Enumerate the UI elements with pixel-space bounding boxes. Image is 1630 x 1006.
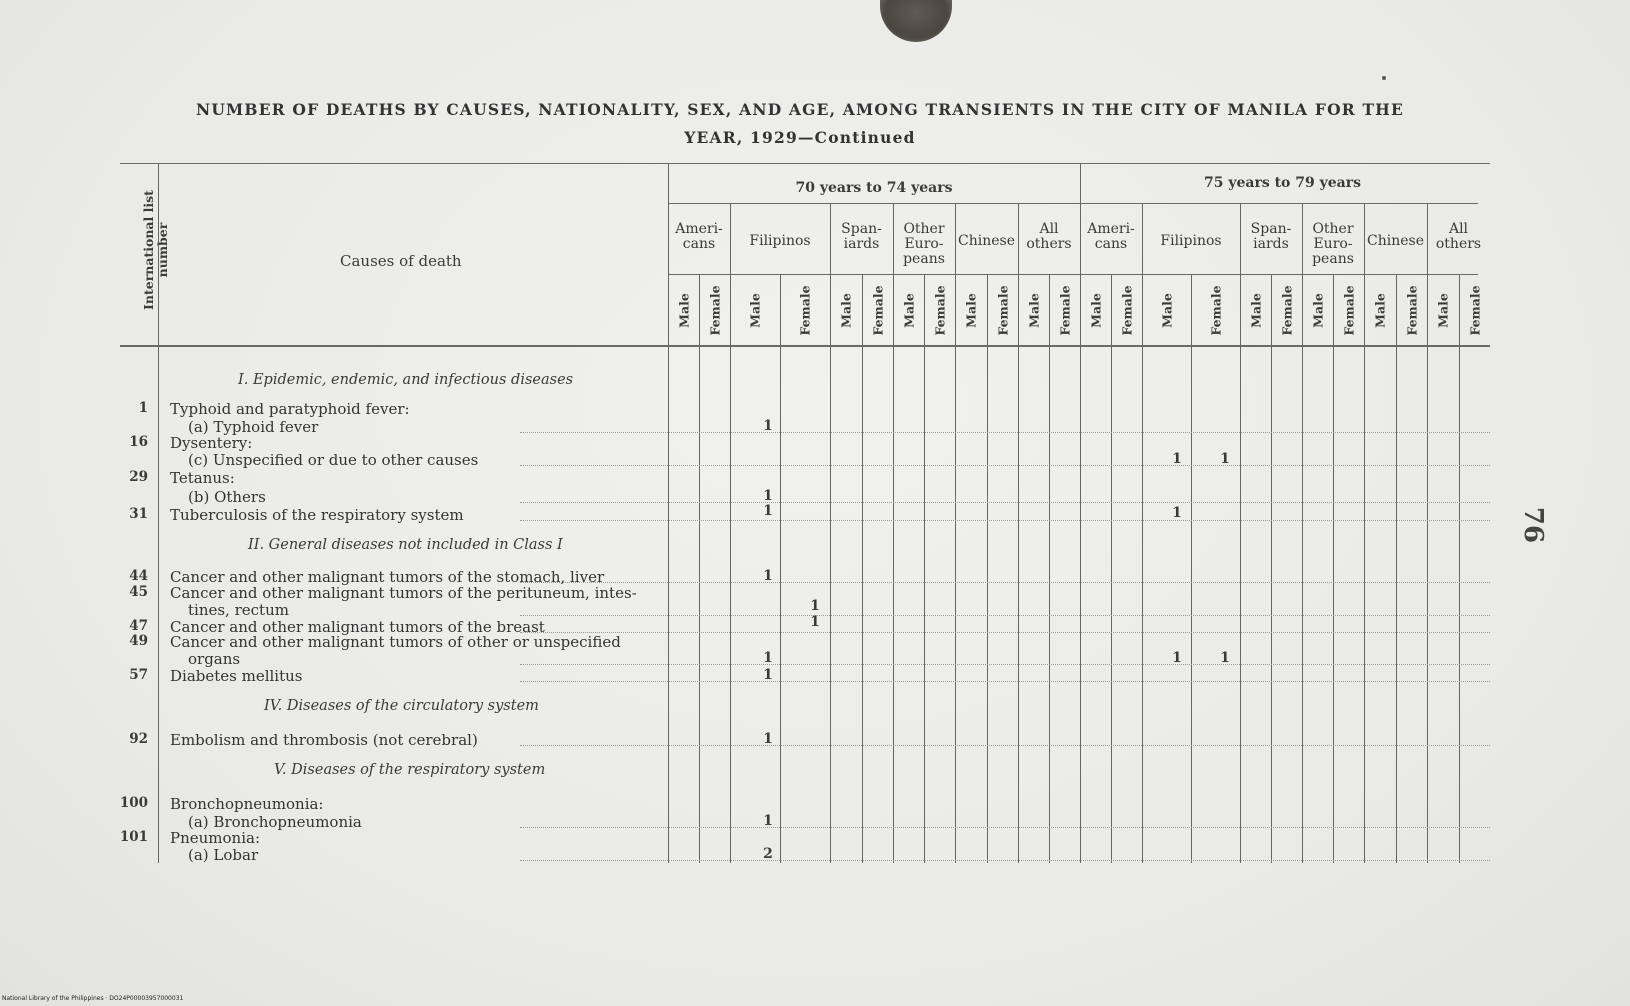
cell-value: 1 <box>763 731 773 747</box>
sex-header-female: Female <box>995 285 1010 336</box>
row-cause-text: Diabetes mellitus <box>170 667 303 685</box>
sex-header-female: Female <box>870 285 885 336</box>
causes-header: Causes of death <box>340 252 462 270</box>
sex-header-female: Female <box>1057 285 1072 336</box>
col-divider <box>1080 203 1081 863</box>
row-cause-text: organs <box>188 650 241 668</box>
intl-number-header: International list number <box>141 190 170 310</box>
col-divider <box>699 274 700 863</box>
sex-header-female: Female <box>932 285 947 336</box>
row-leader-dots <box>520 632 1490 633</box>
col-divider <box>1111 274 1112 863</box>
cell-value: 1 <box>763 813 773 829</box>
cell-value: 1 <box>763 503 773 519</box>
row-leader-dots <box>520 502 1490 503</box>
cell-value: 1 <box>763 488 773 504</box>
row-cause-text: Pneumonia: <box>170 829 260 847</box>
cell-value: 1 <box>1172 451 1182 467</box>
row-leader-dots <box>520 664 1490 665</box>
nationality-header-all-others: All others <box>1435 221 1482 252</box>
row-cause-text: Tetanus: <box>170 469 235 487</box>
nationality-rule <box>668 274 1478 275</box>
col-divider <box>830 203 831 863</box>
sex-header-male: Male <box>1435 293 1451 328</box>
sex-header-female: Female <box>1404 285 1419 336</box>
col-divider <box>1018 203 1019 863</box>
row-leader-dots <box>520 520 1490 521</box>
cell-value: 1 <box>1220 650 1230 666</box>
cell-value: 1 <box>1172 650 1182 666</box>
ink-speck <box>1382 76 1386 80</box>
title-line-1: NUMBER OF DEATHS BY CAUSES, NATIONALITY, SEX, AND AGE, AMONG TRANSIENTS IN THE CITY OF MANILA FOR THE <box>195 100 1405 119</box>
col-divider <box>893 203 894 863</box>
row-cause-text: (a) Typhoid fever <box>188 418 319 436</box>
punch-hole-mark <box>880 0 952 42</box>
sex-header-female: Female <box>1208 285 1223 336</box>
col-divider <box>987 274 988 863</box>
row-cause-text: Cancer and other malignant tumors of the stomach, liver <box>170 568 605 586</box>
footer-credit: National Library of the Philippines · DO24P00003957000031 <box>2 995 184 1002</box>
nationality-header-americans: Ameri- cans <box>675 221 723 252</box>
cell-value: 1 <box>810 598 820 614</box>
row-leader-dots <box>520 465 1490 466</box>
row-leader-dots <box>520 432 1490 433</box>
col-divider <box>1459 274 1460 863</box>
cell-value: 1 <box>763 667 773 683</box>
sex-header-female: Female <box>707 285 722 336</box>
cell-value: 1 <box>763 418 773 434</box>
row-cause-text: (a) Bronchopneumonia <box>188 813 362 831</box>
row-intl-number: 49 <box>129 633 148 649</box>
cell-value: 1 <box>1172 505 1182 521</box>
group-header-75-79: 75 years to 79 years <box>1203 175 1361 191</box>
row-intl-number: 57 <box>129 667 148 683</box>
sex-header-male: Male <box>1372 293 1388 328</box>
col-divider <box>1427 203 1428 863</box>
nationality-header-americans: Ameri- cans <box>1087 221 1135 252</box>
row-intl-number: 92 <box>129 731 148 747</box>
section-heading-4: IV. Diseases of the circulatory system <box>264 698 539 714</box>
cell-value: 1 <box>810 614 820 630</box>
section-heading-2: II. General diseases not included in Class I <box>248 537 563 553</box>
row-cause-text: Embolism and thrombosis (not cerebral) <box>170 731 478 749</box>
sex-header-female: Female <box>797 285 813 336</box>
row-leader-dots <box>520 745 1490 746</box>
row-intl-number: 31 <box>129 506 148 522</box>
nationality-header-chinese: Chinese <box>1367 233 1424 249</box>
row-cause-text: (a) Lobar <box>188 846 259 864</box>
row-cause-text: Tuberculosis of the respiratory system <box>170 506 464 524</box>
sex-header-male: Male <box>676 293 691 328</box>
nationality-header-spaniards: Span- iards <box>841 221 882 252</box>
col-divider <box>1302 203 1303 863</box>
row-leader-dots <box>520 860 1490 861</box>
cell-value: 1 <box>763 568 773 584</box>
row-leader-dots <box>520 827 1490 828</box>
col-divider <box>730 203 731 863</box>
sex-header-male: Male <box>963 293 979 328</box>
col-divider <box>1142 203 1143 863</box>
row-leader-dots <box>520 582 1490 583</box>
nationality-header-spaniards: Span- iards <box>1250 221 1292 252</box>
sex-header-male: Male <box>1248 293 1263 328</box>
sex-header-male: Male <box>1088 293 1103 328</box>
row-intl-number: 100 <box>119 795 148 811</box>
sex-header-male: Male <box>838 293 854 328</box>
header-bottom-rule <box>120 345 1490 347</box>
col-divider <box>1364 203 1365 863</box>
row-leader-dots <box>520 681 1490 682</box>
nationality-header-other-europeans: Other Euro- peans <box>1312 221 1354 267</box>
row-cause-text: Bronchopneumonia: <box>170 795 324 813</box>
row-cause-text: Typhoid and paratyphoid fever: <box>170 400 410 418</box>
row-intl-number: 1 <box>138 400 148 416</box>
sex-header-male: Male <box>901 293 916 328</box>
col-divider <box>955 203 956 863</box>
nationality-header-all-others: All others <box>1026 221 1072 252</box>
col-divider <box>924 274 925 863</box>
col-divider <box>780 274 781 863</box>
col-divider <box>862 274 863 863</box>
sex-header-male: Male <box>1159 293 1174 328</box>
page-number: 76 <box>1518 506 1549 544</box>
sex-header-female: Female <box>1119 285 1134 336</box>
col-divider <box>1240 203 1241 863</box>
row-intl-number: 47 <box>129 618 148 634</box>
sex-header-female: Female <box>1279 285 1294 336</box>
cell-value: 1 <box>1220 451 1230 467</box>
nationality-header-filipinos: Filipinos <box>1160 233 1222 249</box>
row-intl-number: 29 <box>129 469 148 485</box>
row-cause-text: tines, rectum <box>188 601 289 619</box>
cell-value: 1 <box>763 650 773 666</box>
section-heading-5: V. Diseases of the respiratory system <box>274 762 546 778</box>
cell-value: 2 <box>763 846 773 862</box>
row-intl-number: 44 <box>129 568 148 584</box>
table-top-rule <box>120 163 1490 164</box>
group-header-70-74: 70 years to 74 years <box>795 180 953 196</box>
nationality-header-chinese: Chinese <box>958 233 1015 249</box>
col-divider <box>1333 274 1334 863</box>
sex-header-male: Male <box>747 293 763 328</box>
nationality-header-other-europeans: Other Euro- peans <box>903 221 945 267</box>
col-divider <box>1049 274 1050 863</box>
row-leader-dots <box>520 615 1490 616</box>
col-divider <box>668 163 669 863</box>
title-line-2: YEAR, 1929—Continued <box>684 128 916 147</box>
row-cause-text: (c) Unspecified or due to other causes <box>188 451 479 469</box>
row-cause-text: (b) Others <box>188 488 266 506</box>
nationality-header-filipinos: Filipinos <box>749 233 811 249</box>
sex-header-male: Male <box>1026 293 1041 328</box>
row-intl-number: 16 <box>129 434 148 450</box>
sex-header-female: Female <box>1467 285 1482 336</box>
row-cause-text: Cancer and other malignant tumors of the breast <box>170 618 545 636</box>
col-divider <box>1271 274 1272 863</box>
row-cause-text: Cancer and other malignant tumors of other or unspecified <box>170 633 621 651</box>
group-rule <box>668 203 1478 204</box>
row-cause-text: Cancer and other malignant tumors of the perituneum, intes- <box>170 584 637 602</box>
col-divider <box>1396 274 1397 863</box>
sex-header-male: Male <box>1310 293 1325 328</box>
sex-header-female: Female <box>1341 285 1356 336</box>
row-intl-number: 45 <box>129 584 148 600</box>
table-title <box>150 96 1450 152</box>
row-cause-text: Dysentery: <box>170 434 253 452</box>
row-intl-number: 101 <box>119 829 148 845</box>
col-divider <box>1191 274 1192 863</box>
section-heading-1: I. Epidemic, endemic, and infectious diseases <box>238 372 574 388</box>
